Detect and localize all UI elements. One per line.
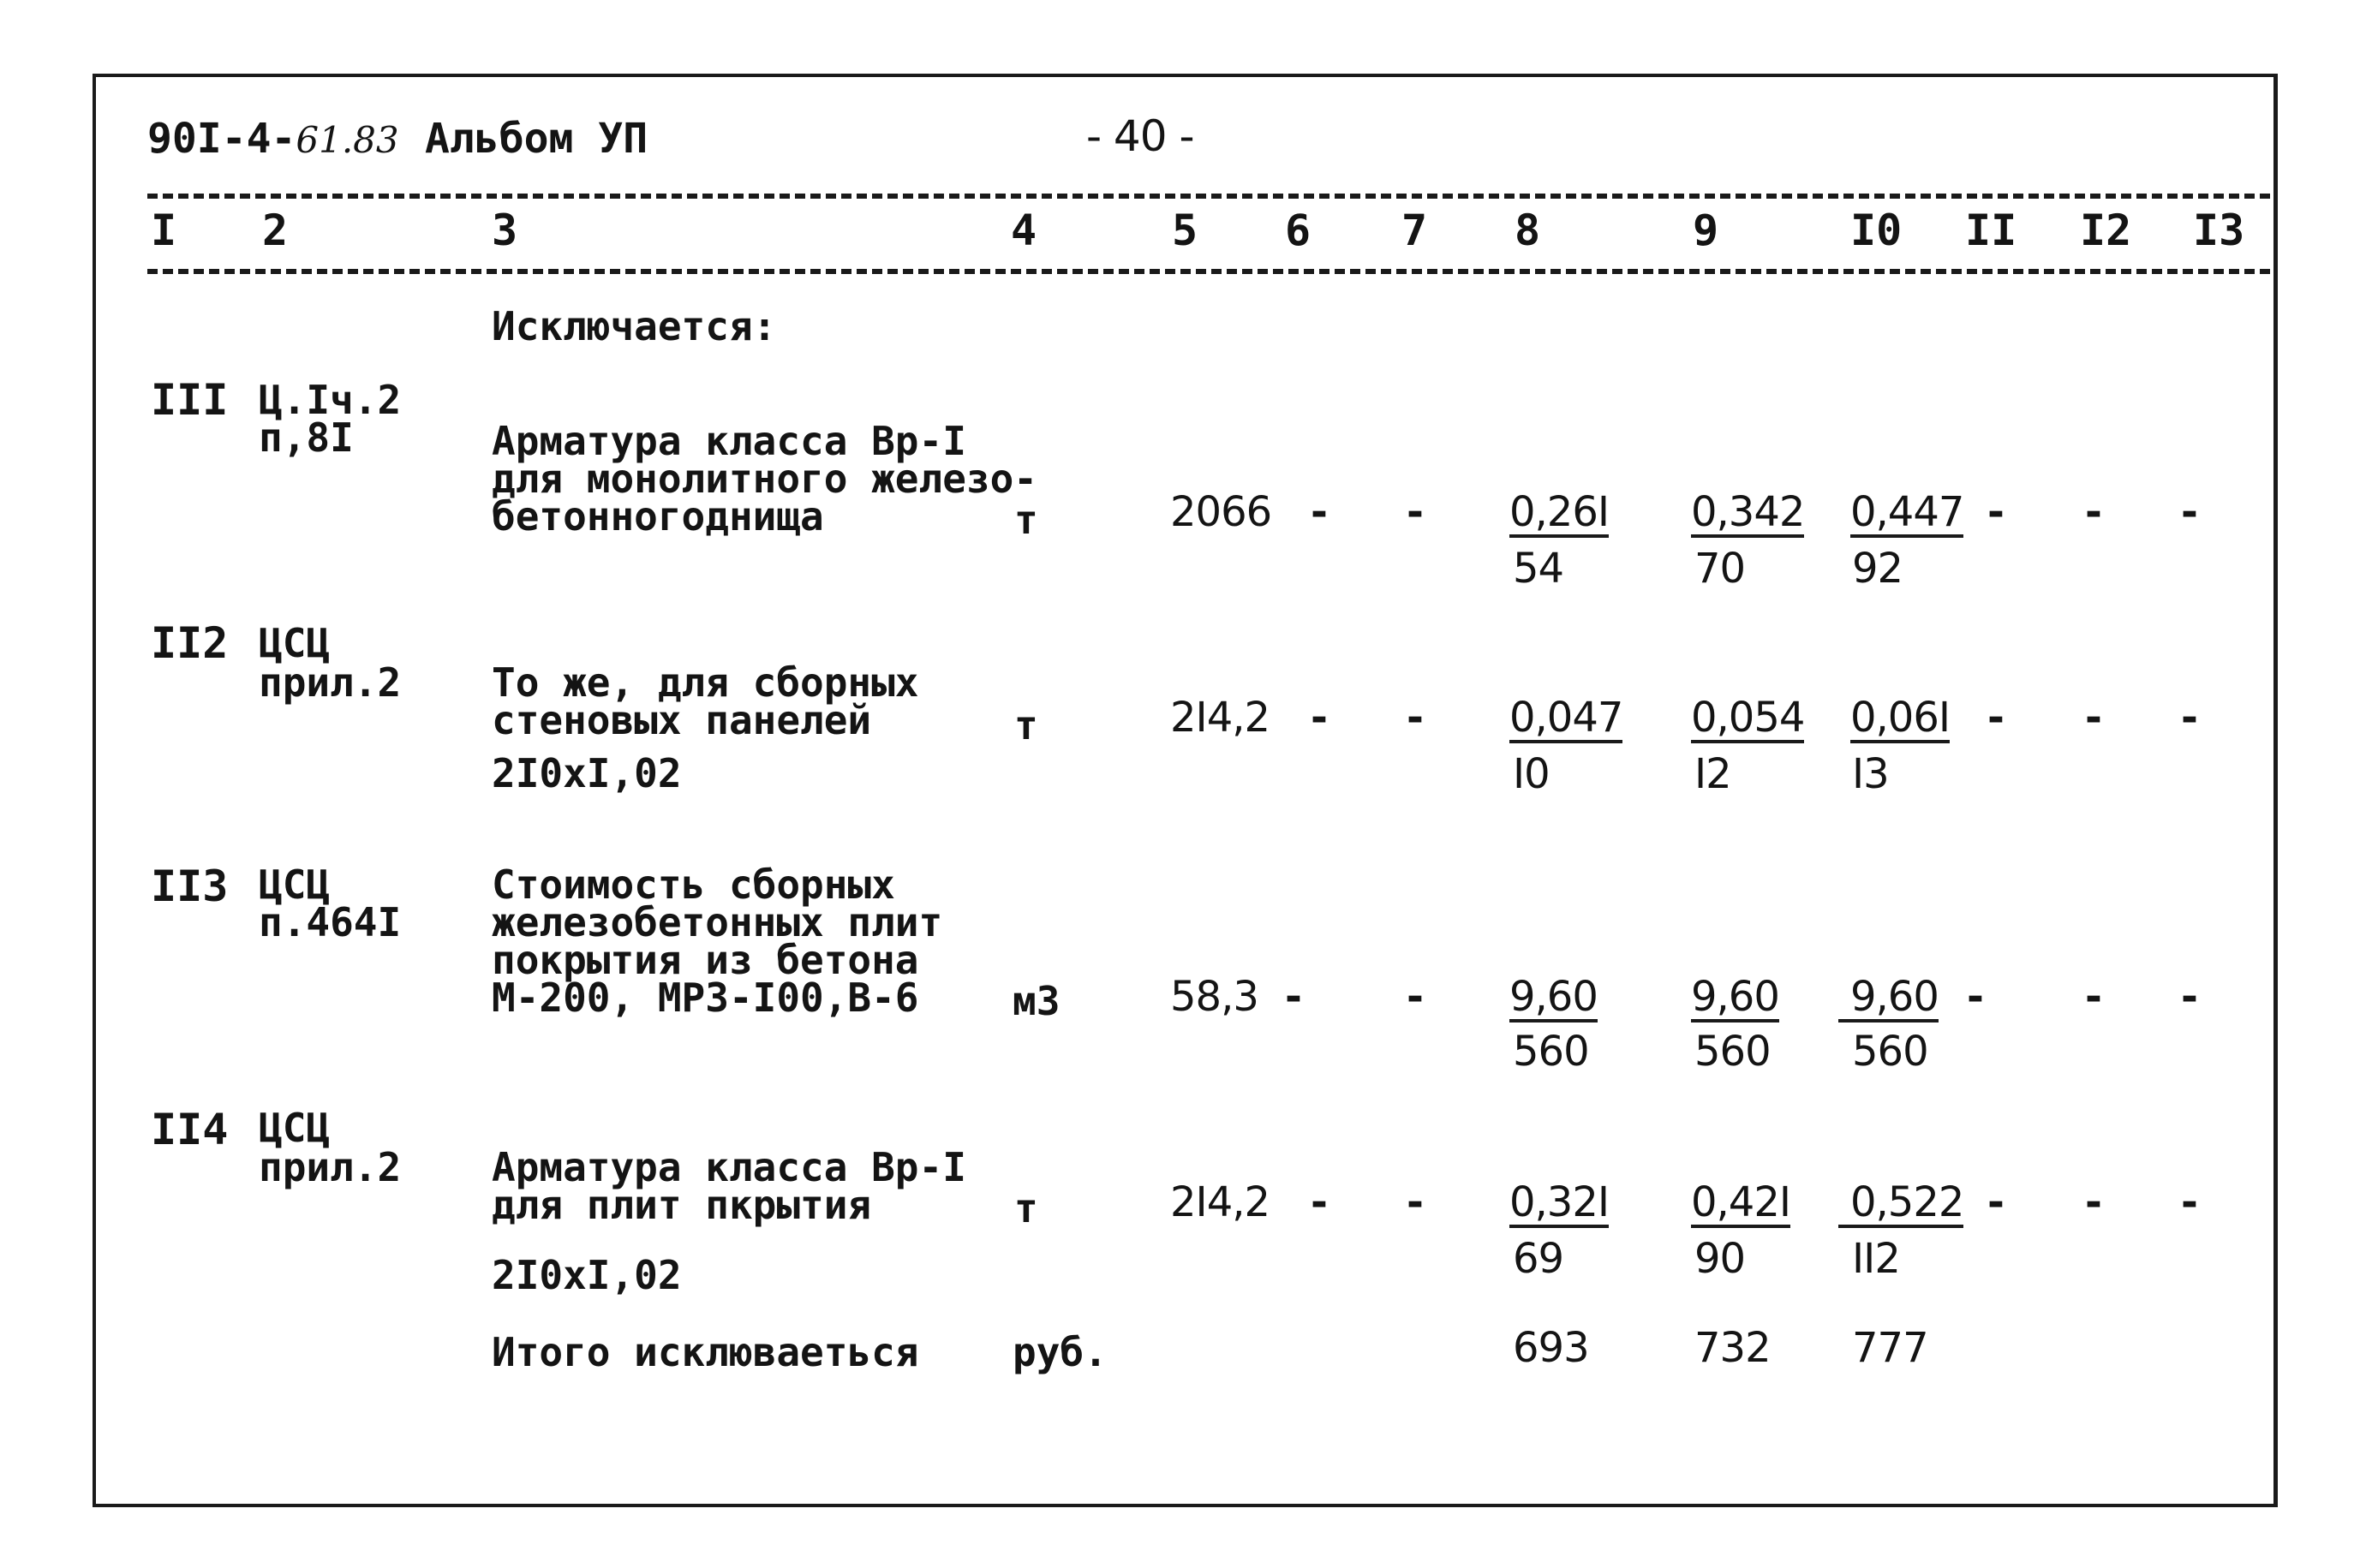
col-header-11: II xyxy=(1965,206,2017,255)
row-reference-line-1: ЦСЦ xyxy=(259,862,331,908)
row-col9-bottom: 70 xyxy=(1694,545,1746,593)
row-reference-line-2: прил.2 xyxy=(259,659,402,706)
row-quantity: 2066 xyxy=(1170,488,1272,536)
row-col11: - xyxy=(1987,488,2005,536)
row-reference-line-1: ЦСЦ xyxy=(259,1105,331,1151)
row-col9-bottom: I2 xyxy=(1694,750,1731,798)
header-rule-bottom xyxy=(147,269,2270,274)
row-col6: - xyxy=(1311,1178,1328,1226)
total-unit: руб. xyxy=(1013,1329,1108,1375)
col-header-8: 8 xyxy=(1515,206,1541,255)
row-unit: м3 xyxy=(1013,978,1061,1024)
row-col9-top: 0,42I xyxy=(1691,1178,1791,1226)
row-description-line-3: 2I0xI,02 xyxy=(492,750,682,796)
row-unit: т xyxy=(1014,1185,1038,1231)
row-col12: - xyxy=(2085,973,2102,1021)
row-col9-top: 0,054 xyxy=(1691,694,1805,742)
row-unit: т xyxy=(1014,497,1038,543)
row-col10-top: 9,60 xyxy=(1838,976,1939,1022)
row-col11: - xyxy=(1987,1178,2005,1226)
section-title: Исключается: xyxy=(492,303,777,349)
col-header-3: 3 xyxy=(492,206,518,255)
row-col6: - xyxy=(1311,488,1328,536)
row-col12: - xyxy=(2085,1178,2102,1226)
row-col8-top: 0,047 xyxy=(1509,694,1623,742)
row-description-line-1: То же, для сборных xyxy=(492,659,919,706)
col-header-6: 6 xyxy=(1285,206,1311,255)
col-header-12: I2 xyxy=(2080,206,2132,255)
header-rule-top xyxy=(147,194,2270,199)
row-description-line-2: для монолитного железо- xyxy=(492,456,1037,502)
row-col10-top: 0,522 xyxy=(1838,1182,1963,1228)
col-header-7: 7 xyxy=(1401,206,1428,255)
row-col11: - xyxy=(1987,694,2005,742)
row-number: II4 xyxy=(151,1105,229,1154)
row-col13: - xyxy=(2181,488,2198,536)
row-unit: т xyxy=(1014,702,1038,748)
col-header-1: I xyxy=(151,206,177,255)
doc-code: 90I-4-61.83 xyxy=(147,115,399,163)
row-quantity: 2I4,2 xyxy=(1170,1178,1270,1226)
row-number: II3 xyxy=(151,862,229,911)
row-col10-top: 0,447 xyxy=(1850,488,1964,536)
row-description-line-2: железобетонных плит xyxy=(492,899,943,945)
row-description-line-1: Стоимость сборных xyxy=(492,862,895,908)
total-col10: 777 xyxy=(1852,1324,1928,1372)
row-col6: - xyxy=(1285,973,1302,1021)
row-quantity: 58,3 xyxy=(1170,973,1258,1021)
row-col12: - xyxy=(2085,488,2102,536)
row-col10-top: 0,06I xyxy=(1850,694,1951,742)
row-col7: - xyxy=(1407,694,1424,742)
total-col8: 693 xyxy=(1513,1324,1589,1372)
row-col13: - xyxy=(2181,1178,2198,1226)
col-header-9: 9 xyxy=(1693,206,1719,255)
row-number: II2 xyxy=(151,618,229,668)
row-reference-line-1: ЦСЦ xyxy=(259,620,331,666)
col-header-13: I3 xyxy=(2193,206,2245,255)
row-col7: - xyxy=(1407,488,1424,536)
row-reference-line-1: Ц.Iч.2 xyxy=(259,377,402,423)
row-description-line-3: покрытия из бетона xyxy=(492,937,919,983)
row-col8-bottom: 560 xyxy=(1513,1028,1589,1076)
row-col11: - xyxy=(1967,973,1984,1021)
album-label: Альбом УП xyxy=(425,115,648,163)
row-col8-bottom: I0 xyxy=(1513,750,1550,798)
row-col7: - xyxy=(1407,1178,1424,1226)
row-col8-top: 0,32I xyxy=(1509,1178,1610,1226)
col-header-2: 2 xyxy=(262,206,289,255)
row-reference-line-2: п,8I xyxy=(259,414,354,461)
total-col9: 732 xyxy=(1694,1324,1771,1372)
row-col10-bottom: I3 xyxy=(1852,750,1889,798)
row-description-line-1: Арматура класса Вр-I xyxy=(492,418,966,464)
page-number: - 40 - xyxy=(1086,111,1194,161)
row-col8-bottom: 69 xyxy=(1513,1235,1564,1283)
col-header-10: I0 xyxy=(1850,206,1903,255)
row-col8-top: 9,60 xyxy=(1509,973,1598,1021)
row-description-line-3: бетонногоднища xyxy=(492,493,824,540)
row-col9-bottom: 560 xyxy=(1694,1028,1771,1076)
total-label: Итого исклюваеться xyxy=(492,1329,919,1375)
row-description-line-3: 2I0xI,02 xyxy=(492,1252,682,1298)
row-reference-line-2: прил.2 xyxy=(259,1144,402,1190)
row-col10-bottom: 560 xyxy=(1852,1028,1928,1076)
row-description-line-2: стеновых панелей xyxy=(492,697,872,743)
row-col9-top: 9,60 xyxy=(1691,973,1779,1021)
col-header-4: 4 xyxy=(1011,206,1037,255)
page-frame xyxy=(93,74,2278,1507)
row-col8-bottom: 54 xyxy=(1513,545,1564,593)
row-col9-top: 0,342 xyxy=(1691,488,1805,536)
row-description-line-4: М-200, МРЗ-I00,В-6 xyxy=(492,975,919,1021)
col-header-5: 5 xyxy=(1172,206,1198,255)
row-col10-bottom: II2 xyxy=(1852,1235,1900,1283)
row-quantity: 2I4,2 xyxy=(1170,694,1270,742)
row-col7: - xyxy=(1407,973,1424,1021)
row-number: III xyxy=(151,375,229,425)
row-col13: - xyxy=(2181,973,2198,1021)
row-col6: - xyxy=(1311,694,1328,742)
row-reference-line-2: п.464I xyxy=(259,899,402,945)
row-col9-bottom: 90 xyxy=(1694,1235,1746,1283)
row-col13: - xyxy=(2181,694,2198,742)
row-description-line-2: для плит пкрытия xyxy=(492,1182,872,1228)
row-description-line-1: Арматура класса Вр-I xyxy=(492,1144,966,1190)
row-col12: - xyxy=(2085,694,2102,742)
doc-code-handwritten: 61.83 xyxy=(296,119,399,161)
row-col8-top: 0,26I xyxy=(1509,488,1610,536)
row-col10-bottom: 92 xyxy=(1852,545,1903,593)
